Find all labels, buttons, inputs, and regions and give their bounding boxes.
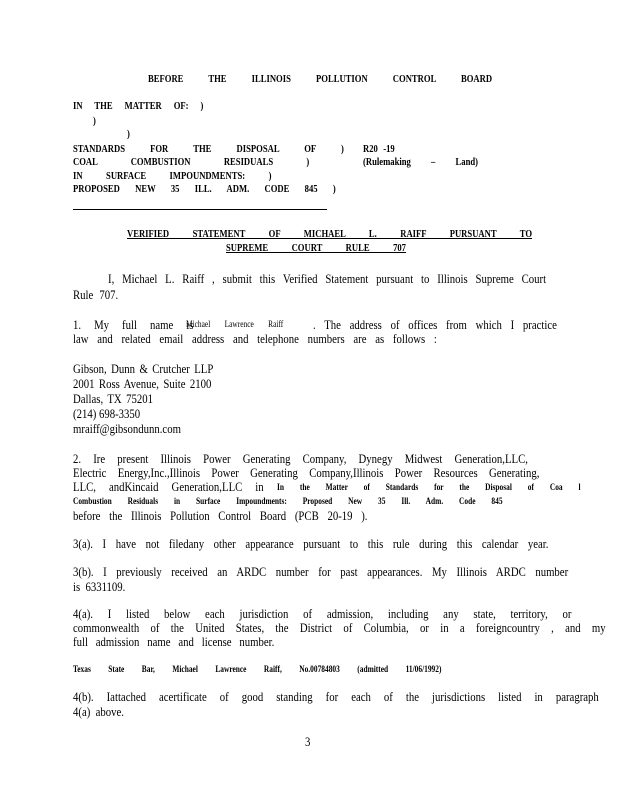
case-caption-inline: Combustion Residuals in Surface Impoundments: Proposed New 35 Ill. Adm. Code 845 bbox=[73, 497, 503, 507]
item-3a: 3(a). I have not filedany other appearance pursuant to this rule during this calendar year. bbox=[73, 537, 549, 551]
item-4b-line: 4(a) above. bbox=[73, 705, 124, 719]
caption-matter-line: IN THE MATTER OF: ) bbox=[73, 101, 204, 112]
item-4a-line: commonwealth of the United States, the District of Columbia, or in a foreigncountry , and my bbox=[73, 621, 606, 635]
caption-heading: BEFORE THE ILLINOIS POLLUTION CONTROL BOARD bbox=[148, 74, 493, 85]
item-3b-line: 3(b). I previously received an ARDC number for past appearances. My Illinois ARDC number bbox=[73, 565, 569, 579]
item-2-line: LLC, andKincaid Generation,LLC in bbox=[73, 480, 264, 494]
address-street: 2001 Ross Avenue, Suite 2100 bbox=[73, 377, 212, 391]
address-city: Dallas, TX 75201 bbox=[73, 392, 153, 406]
address-firm: Gibson, Dunn & Crutcher LLP bbox=[73, 362, 214, 376]
item-1-line: . The address of offices from which I practice bbox=[313, 318, 557, 332]
page-number: 3 bbox=[305, 735, 311, 749]
address-email: mraiff@gibsondunn.com bbox=[73, 422, 181, 436]
caption-divider bbox=[73, 209, 327, 210]
statement-title-line-2: SUPREME COURT RULE 707 bbox=[226, 243, 406, 254]
case-caption-inline: In the Matter of Standards for the Disposal of Coa l bbox=[277, 483, 581, 493]
caption-paren: ) bbox=[93, 116, 96, 127]
item-4b-line: 4(b). Iattached acertificate of good standing for each of the jurisdictions listed in paragraph bbox=[73, 690, 599, 704]
address-phone: (214) 698-3350 bbox=[73, 407, 141, 421]
item-4a-line: full admission name and license number. bbox=[73, 635, 275, 649]
item-2-line: 2. Ire present Illinois Power Generating Company, Dynegy Midwest Generation,LLC, bbox=[73, 452, 528, 466]
item-2-line: before the Illinois Pollution Control Board (PCB 20-19 ). bbox=[73, 509, 368, 523]
item-1-line: 1. My full name is bbox=[73, 318, 194, 332]
item-4a-line: 4(a). I listed below each jurisdiction of admission, including any state, territory, or bbox=[73, 607, 572, 621]
item-3b-line: is 6331109. bbox=[73, 580, 126, 594]
docket-number: R20 -19 bbox=[363, 144, 395, 155]
caption-standards-line: STANDARDS FOR THE DISPOSAL OF ) bbox=[73, 144, 344, 155]
caption-coal-line: COAL COMBUSTION RESIDUALS ) bbox=[73, 157, 310, 168]
item-1-name: Michael Lawrence Raiff bbox=[186, 320, 284, 330]
statement-title-line-1: VERIFIED STATEMENT OF MICHAEL L. RAIFF PURSUANT TO bbox=[127, 229, 533, 240]
intro-line: Rule 707. bbox=[73, 288, 119, 302]
intro-line: I, Michael L. Raiff , submit this Verified Statement pursuant to Illinois Supreme Court bbox=[108, 272, 547, 286]
caption-proposed-line: PROPOSED NEW 35 ILL. ADM. CODE 845 ) bbox=[73, 184, 336, 195]
item-2-line: Electric Energy,Inc.,Illinois Power Generating Company,Illinois Power Resources Generating, bbox=[73, 466, 540, 480]
admission-entry: Texas State Bar, Michael Lawrence Raiff, No.00784803 (admitted 11/06/1992) bbox=[73, 665, 442, 675]
item-1-line: law and related email address and telephone numbers are as follows : bbox=[73, 332, 437, 346]
docket-type: (Rulemaking – Land) bbox=[363, 157, 479, 168]
caption-paren: ) bbox=[127, 129, 130, 140]
caption-surface-line: IN SURFACE IMPOUNDMENTS: ) bbox=[73, 171, 272, 182]
